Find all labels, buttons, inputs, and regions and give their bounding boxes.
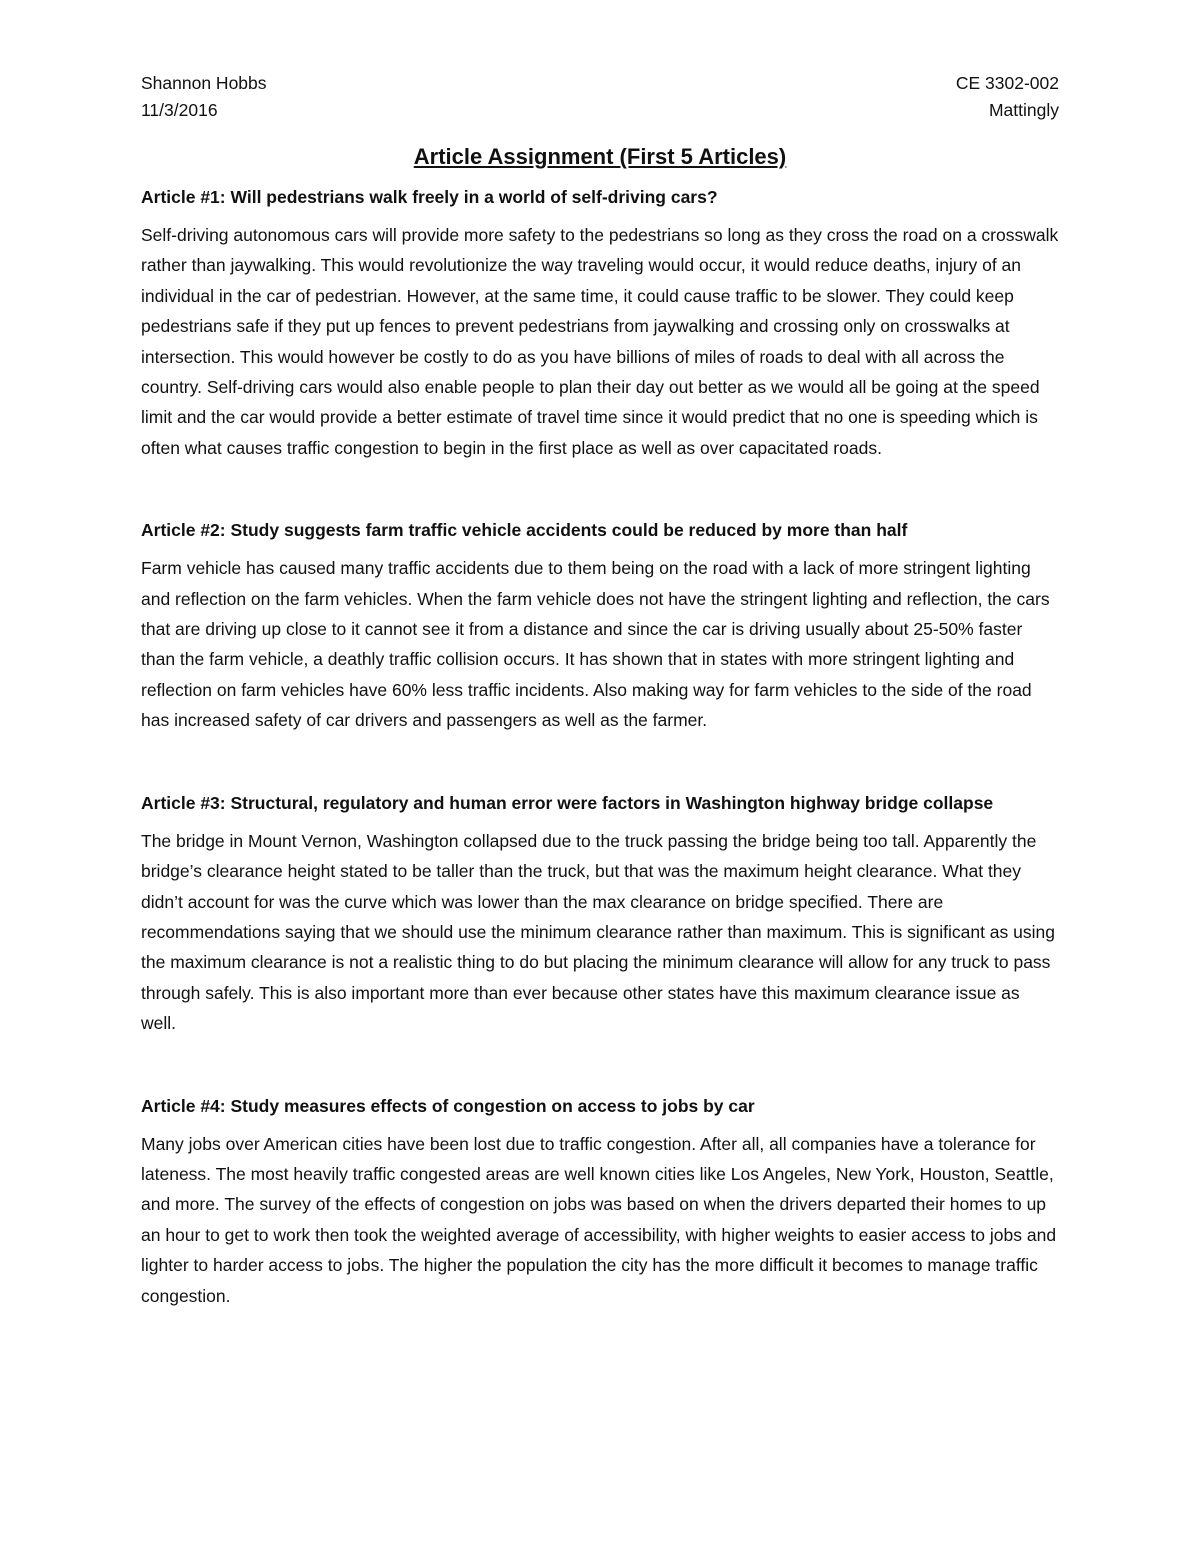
header-left	[141, 70, 267, 124]
document-title: Article Assignment (First 5 Articles)	[413, 144, 787, 169]
document-date: 11/3/2016	[141, 100, 218, 120]
article-body: Self-driving autonomous cars will provide more safety to the pedestrians so long as they cross the road on a crosswalk rather than jaywalking. This would revolutionize the way traveling would occur, it would reduce deaths, injury of an individual in the car of pedestrian. However, at the same time, it could cause traffic to be slower. They could keep pedestrians safe if they put up fences to prevent pedestrians from jaywalking and crossing only on crosswalks at intersection. This would however be costly to do as you have billions of miles of roads to deal with all across the country. Self-driving cars would also enable people to plan their day out better as we would all be going at the speed limit and the car would provide a better estimate of travel time since it would predict that no one is speeding which is often what causes traffic congestion to begin in the first place as well as over capacitated roads.	[141, 225, 1059, 458]
article-4	[141, 1093, 1059, 1311]
article-1	[141, 184, 1059, 463]
instructor-name: Mattingly	[988, 100, 1059, 120]
article-2	[141, 517, 1059, 735]
article-heading: Article #4: Study measures effects of congestion on access to jobs by car	[141, 1095, 755, 1116]
article-body: Farm vehicle has caused many traffic accidents due to them being on the road with a lack of more stringent lighting and reflection on the farm vehicles. When the farm vehicle does not have the stringent lighting and reflection, the cars that are driving up close to it cannot see it from a distance and since the car is driving usually about 25-50% faster than the farm vehicle, a deathly traffic collision occurs. It has shown that in states with more stringent lighting and reflection on farm vehicles have 60% less traffic incidents. Also making way for farm vehicles to the side of the road has increased safety of car drivers and passengers as well as the farmer.	[141, 558, 1050, 731]
author-name: Shannon Hobbs	[141, 73, 267, 93]
article-heading: Article #3: Structural, regulatory and human error were factors in Washington highway bridge collapse	[141, 792, 994, 813]
article-heading: Article #1: Will pedestrians walk freely in a world of self-driving cars?	[141, 187, 718, 207]
article-body: Many jobs over American cities have been lost due to traffic congestion. After all, all companies have a tolerance for lateness. The most heavily traffic congested areas are well known cities like Los Angeles, New York, Houston, Seattle, and more. The survey of the effects of congestion on jobs was based on when the drivers departed their homes to up an hour to get to work then took the weighted average of accessibility, with higher weights to easier access to jobs and lighter to harder access to jobs. The higher the population the city has the more difficult it becomes to manage traffic congestion.	[141, 1133, 1057, 1306]
document-header	[141, 70, 1059, 124]
course-code: CE 3302-002	[955, 73, 1059, 93]
article-3	[141, 790, 1059, 1039]
article-heading: Article #2: Study suggests farm traffic vehicle accidents could be reduced by more than half	[141, 520, 908, 541]
document-page	[141, 70, 1059, 1311]
article-body: The bridge in Mount Vernon, Washington collapsed due to the truck passing the bridge being too tall. Apparently the bridge’s clearance height stated to be taller than the truck, but that was the maximum height clearance. What they didn’t account for was the curve which was lower than the max clearance on bridge specified. There are recommendations saying that we should use the minimum clearance rather than maximum. This is significant as using the maximum clearance is not a realistic thing to do but placing the minimum clearance will allow for any truck to pass through safely. This is also important more than ever because other states have this maximum clearance issue as well.	[141, 830, 1055, 1034]
header-right	[956, 70, 1059, 124]
